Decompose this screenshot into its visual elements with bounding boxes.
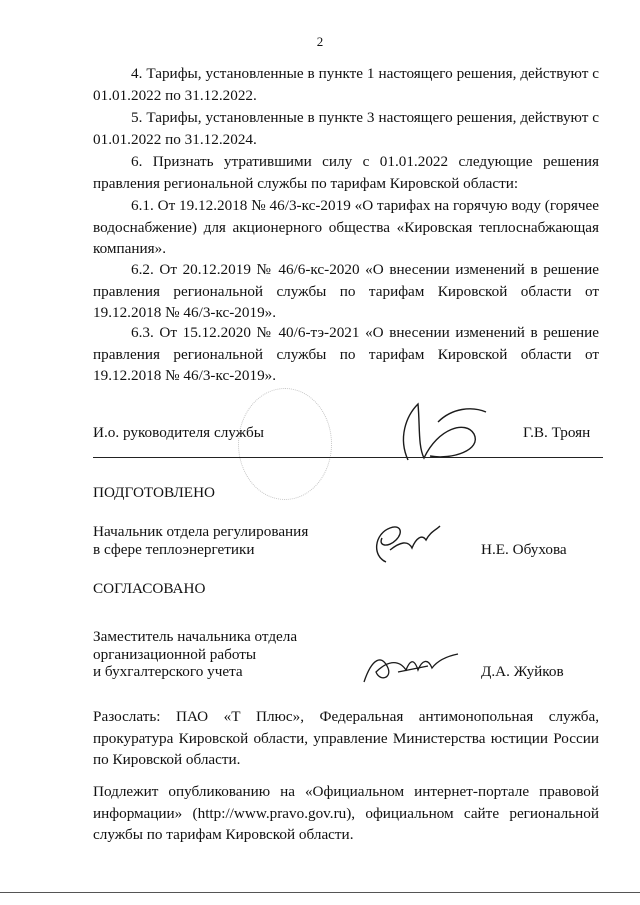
item-number: 6. xyxy=(131,153,143,170)
prepared-heading: ПОДГОТОВЛЕНО xyxy=(93,484,216,501)
prepared-name: Н.Е. Обухова xyxy=(481,541,567,558)
page-number: 2 xyxy=(316,34,324,49)
agreed-position-line3: и бухгалтерского учета xyxy=(93,663,243,680)
item-text: Признать утратившими силу с 01.01.2022 следующие решения правления региональной службы по тарифам Кировской области: xyxy=(93,153,600,192)
signatory-position: И.о. руководителя службы xyxy=(93,424,264,441)
item-6 xyxy=(93,151,599,194)
item-5 xyxy=(93,107,599,150)
agreed-position-line1: Заместитель начальника отдела xyxy=(93,628,298,645)
item-6-3 xyxy=(93,322,599,387)
signature-divider xyxy=(93,457,603,458)
signature-head xyxy=(378,398,498,470)
agreed-heading: СОГЛАСОВАНО xyxy=(93,580,206,597)
item-6-1 xyxy=(93,195,599,260)
agreed-position-line2: организационной работы xyxy=(93,646,257,663)
item-number: 5. xyxy=(131,109,143,126)
signature-preparer xyxy=(368,520,443,570)
publication-note: Подлежит опубликованию на «Официальном интернет-портале правовой информации» (http://www.pravo.gov.ru), официальном сайте региональной службы по тарифам Кировской области. xyxy=(93,783,599,843)
item-4 xyxy=(93,63,599,106)
signatory-name: Г.В. Троян xyxy=(523,424,591,441)
item-number: 4. xyxy=(131,65,143,82)
item-number: 6.2. xyxy=(131,261,154,278)
prepared-position-line2: в сфере теплоэнергетики xyxy=(93,541,255,558)
stamp-impression xyxy=(238,388,332,500)
footer-rule xyxy=(0,892,640,893)
item-6-2 xyxy=(93,259,599,324)
signature-agreer xyxy=(358,648,462,688)
item-number: 6.3. xyxy=(131,324,154,341)
item-text: От 20.12.2019 № 46/6-кс-2020 «О внесении изменений в решение правления региональной службы по тарифам Кировской области от 19.12.2018 № 46/3-кс-2019». xyxy=(93,261,600,321)
prepared-position-line1: Начальник отдела регулирования xyxy=(93,523,309,540)
item-text: От 19.12.2018 № 46/3-кс-2019 «О тарифах на горячую воду (горячее водоснабжение) для акционерного общества «Кировская теплоснабжающая компания». xyxy=(93,197,599,257)
item-text: Тарифы, установленные в пункте 3 настоящего решения, действуют с 01.01.2022 по 31.12.2024. xyxy=(93,109,599,148)
item-text: Тарифы, установленные в пункте 1 настоящего решения, действуют с 01.01.2022 по 31.12.2022. xyxy=(93,65,599,104)
agreed-name: Д.А. Жуйков xyxy=(481,663,564,680)
item-number: 6.1. xyxy=(131,197,154,214)
item-text: От 15.12.2020 № 40/6-тэ-2021 «О внесении изменений в решение правления региональной службы по тарифам Кировской области от 19.12.2018 № 46/3-кс-2019». xyxy=(93,324,599,384)
distribution-list: Разослать: ПАО «Т Плюс», Федеральная антимонопольная служба, прокуратура Кировской области, управление Министерства юстиции России по Кировской области. xyxy=(93,708,599,768)
